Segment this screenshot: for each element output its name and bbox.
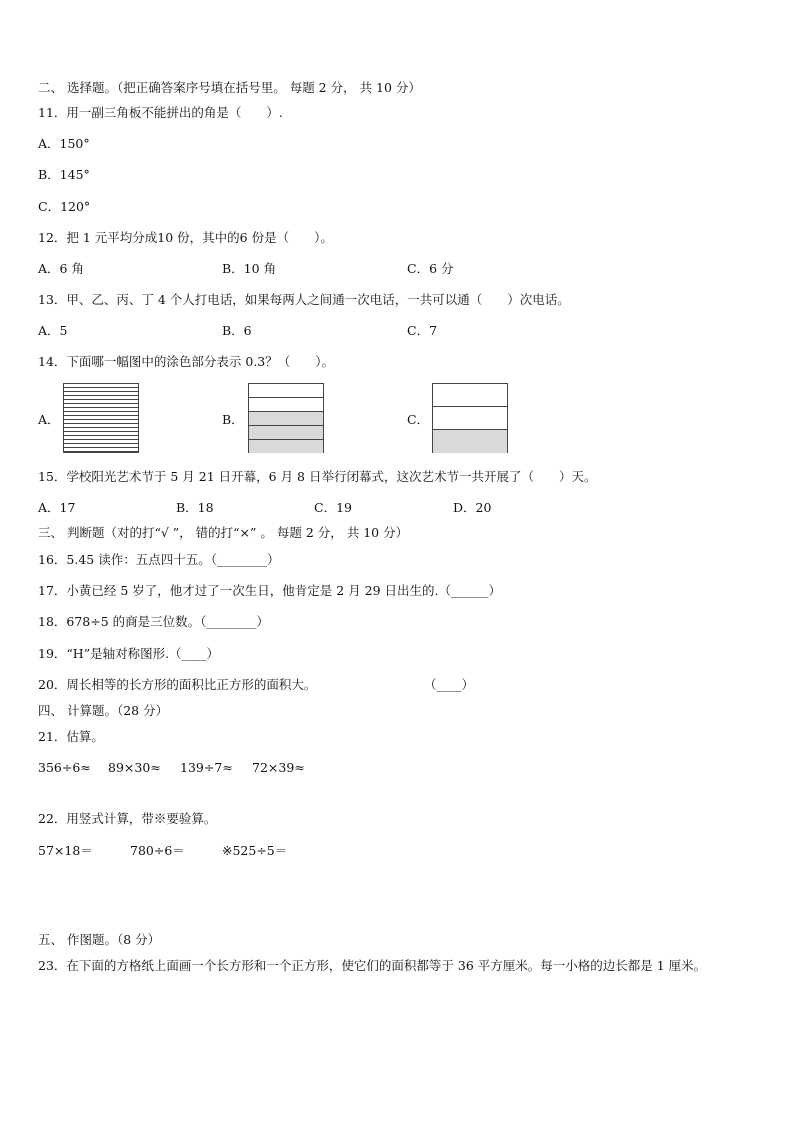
q12-option-a: A．6 角 — [38, 261, 84, 276]
question-18: 18．678÷5 的商是三位数。（________） — [38, 614, 269, 629]
estimate-item: 72×39≈ — [252, 760, 305, 775]
vertical-calc-item: ※525÷5＝ — [222, 843, 288, 858]
q14-c-shaded-row — [433, 429, 507, 453]
vertical-calc-item: 57×18＝ — [38, 843, 93, 858]
question-23: 23．在下面的方格纸上面画一个长方形和一个正方形，使它们的面积都等于 36 平方厘米。每一小格的边长都是 1 厘米。 — [38, 958, 707, 973]
question-20: 20．周长相等的长方形的面积比正方形的面积大。 — [38, 677, 317, 692]
q14-b-row — [249, 397, 323, 411]
question-17: 17．小黄已经 5 岁了，他才过了一次生日，他肯定是 2 月 29 日出生的.（______） — [38, 583, 502, 598]
section-4-title: 四、 计算题。（28 分） — [38, 703, 169, 718]
q14-c-row — [433, 406, 507, 429]
q13-option-b: B．6 — [222, 323, 252, 338]
section-5-title: 五、 作图题。（8 分） — [38, 932, 161, 947]
q15-option-d: D．20 — [453, 500, 492, 515]
section-3-title: 三、 判断题（对的打“√ ”， 错的打“×” 。 每题 2 分， 共 10 分） — [38, 525, 409, 540]
question-12: 12．把 1 元平均分成10 份，其中的6 份是（ ）。 — [38, 230, 333, 245]
question-13: 13．甲、乙、丙、丁 4 个人打电话，如果每两人之间通一次电话，一共可以通（ ）次电话。 — [38, 292, 570, 307]
q15-option-c: C．19 — [314, 500, 352, 515]
q15-option-a: A．17 — [38, 500, 76, 515]
question-21: 21．估算。 — [38, 729, 104, 744]
q14-figure-b — [248, 383, 324, 453]
q12-option-b: B．10 角 — [222, 261, 277, 276]
q11-option-c: C．120° — [38, 199, 91, 214]
question-19: 19．“H”是轴对称图形.（____） — [38, 646, 220, 661]
q14-figure-a — [63, 383, 139, 453]
q14-b-shaded-row — [249, 411, 323, 425]
q13-option-c: C．7 — [407, 323, 438, 338]
estimate-item: 356÷6≈ — [38, 760, 91, 775]
question-22: 22．用竖式计算，带※要验算。 — [38, 811, 217, 826]
question-11: 11．用一副三角板不能拼出的角是（ ）. — [38, 105, 283, 120]
q13-option-a: A．5 — [38, 323, 68, 338]
q11-option-a: A．150° — [38, 136, 90, 151]
q15-option-b: B．18 — [176, 500, 214, 515]
q14-label-a: A． — [38, 412, 60, 427]
q14-b-shaded-row — [249, 425, 323, 439]
q14-b-shaded-row — [249, 439, 323, 453]
estimate-item: 139÷7≈ — [180, 760, 233, 775]
section-2-title: 二、 选择题。（把正确答案序号填在括号里。 每题 2 分， 共 10 分） — [38, 80, 421, 95]
q14-figure-c — [432, 383, 508, 453]
q12-option-c: C．6 分 — [407, 261, 454, 276]
question-16: 16．5.45 读作：五点四十五。（________） — [38, 552, 280, 567]
question-15: 15．学校阳光艺术节于 5 月 21 日开幕，6 月 8 日举行闭幕式，这次艺术节一共开展了（ ）天。 — [38, 469, 597, 484]
vertical-calc-item: 780÷6＝ — [130, 843, 185, 858]
q11-option-b: B．145° — [38, 167, 90, 182]
question-20-blank: （____） — [424, 677, 475, 692]
estimate-item: 89×30≈ — [108, 760, 161, 775]
q14-label-c: C． — [407, 412, 430, 427]
question-14: 14．下面哪一幅图中的涂色部分表示 0.3？（ ）。 — [38, 354, 335, 369]
q14-label-b: B． — [222, 412, 244, 427]
